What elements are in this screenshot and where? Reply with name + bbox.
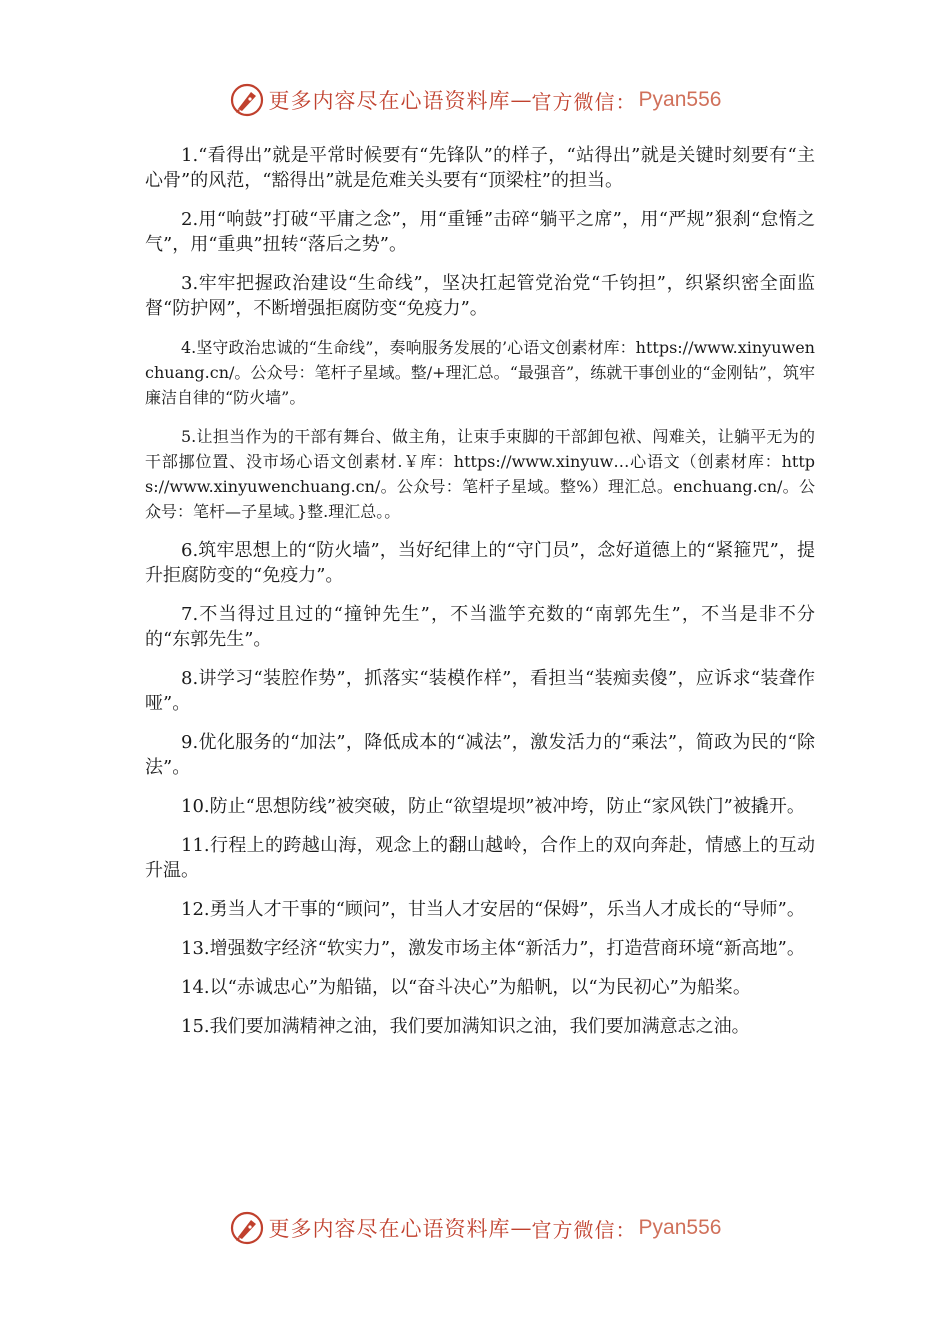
list-item: 6.筑牢思想上的“防火墙”，当好纪律上的“守门员”，念好道德上的“紧箍咒”，提升拒腐防变的“免疫力”。 xyxy=(145,540,815,586)
list-item: 3.牢牢把握政治建设“生命线”，坚决扛起管党治党“千钧担”，织紧织密全面监督“防护网”，不断增强拒腐防变“免疫力”。 xyxy=(145,273,815,319)
list-item: 5.让担当作为的干部有舞台、做主角，让束手束脚的干部卸包袱、闯难关，让躺平无为的干部挪位置、没市场心语文创素材.￥库：https://www.xinyuw…心语文（创素材库：https://www.xinyuwenchuang.cn/。公众号：笔杆子星域。整%）理汇总。enchuang.cn/。公众号：笔杆—子星域。}整.理汇总。。 xyxy=(145,427,815,521)
footer-wechat-label: 官方微信： xyxy=(531,1217,637,1242)
footer-banner xyxy=(0,1208,950,1248)
list-item: 4.坚守政治忠诚的“生命线”，奏响服务发展的’心语文创素材库：https://www.xinyuwenchuang.cn/。公众号：笔杆子星域。整/+理汇总。“最强音”，练就干事创业的“金刚钻”，筑牢廉洁自律的“防火墙”。 xyxy=(145,338,815,407)
document-body xyxy=(145,143,815,1053)
pen-nib-logo-icon xyxy=(229,82,265,118)
header-wechat-id: Pyan556 xyxy=(638,88,722,111)
list-item: 14.以“赤诚忠心”为船锚，以“奋斗决心”为船帆，以“为民初心”为船桨。 xyxy=(181,977,751,998)
header-banner xyxy=(0,80,950,120)
list-item: 8.讲学习“装腔作势”，抓落实“装模作样”，看担当“装痴卖傻”，应诉求“装聋作哑”。 xyxy=(145,668,815,714)
header-separator: — xyxy=(510,88,532,112)
header-wechat-label: 官方微信： xyxy=(531,89,637,114)
list-item: 2.用“响鼓”打破“平庸之念”，用“重锤”击碎“躺平之席”，用“严规”狠刹“怠惰之气”，用“重典”扭转“落后之势”。 xyxy=(145,209,815,255)
list-item: 10.防止“思想防线”被突破，防止“欲望堤坝”被冲垮，防止“家风铁门”被撬开。 xyxy=(181,796,805,817)
header-text: 更多内容尽在心语资料库 xyxy=(268,89,511,113)
pen-nib-logo-icon xyxy=(229,1210,265,1246)
list-item: 1.“看得出”就是平常时候要有“先锋队”的样子，“站得出”就是关键时刻要有“主心骨”的风范，“豁得出”就是危难关头要有“顶梁柱”的担当。 xyxy=(145,145,815,191)
list-item: 15.我们要加满精神之油，我们要加满知识之油，我们要加满意志之油。 xyxy=(181,1016,750,1037)
list-item: 12.勇当人才干事的“顾问”，甘当人才安居的“保姆”，乐当人才成长的“导师”。 xyxy=(181,899,805,920)
footer-text: 更多内容尽在心语资料库 xyxy=(268,1217,511,1241)
footer-separator: — xyxy=(510,1216,532,1240)
list-item: 7.不当得过且过的“撞钟先生”，不当滥竽充数的“南郭先生”，不当是非不分的“东郭先生”。 xyxy=(145,604,815,650)
list-item: 11.行程上的跨越山海，观念上的翻山越岭，合作上的双向奔赴，情感上的互动升温。 xyxy=(145,835,815,881)
list-item: 13.增强数字经济“软实力”，激发市场主体“新活力”，打造营商环境“新高地”。 xyxy=(181,938,805,959)
list-item: 9.优化服务的“加法”，降低成本的“减法”，激发活力的“乘法”，简政为民的“除法”。 xyxy=(145,732,815,778)
footer-wechat-id: Pyan556 xyxy=(638,1216,722,1239)
